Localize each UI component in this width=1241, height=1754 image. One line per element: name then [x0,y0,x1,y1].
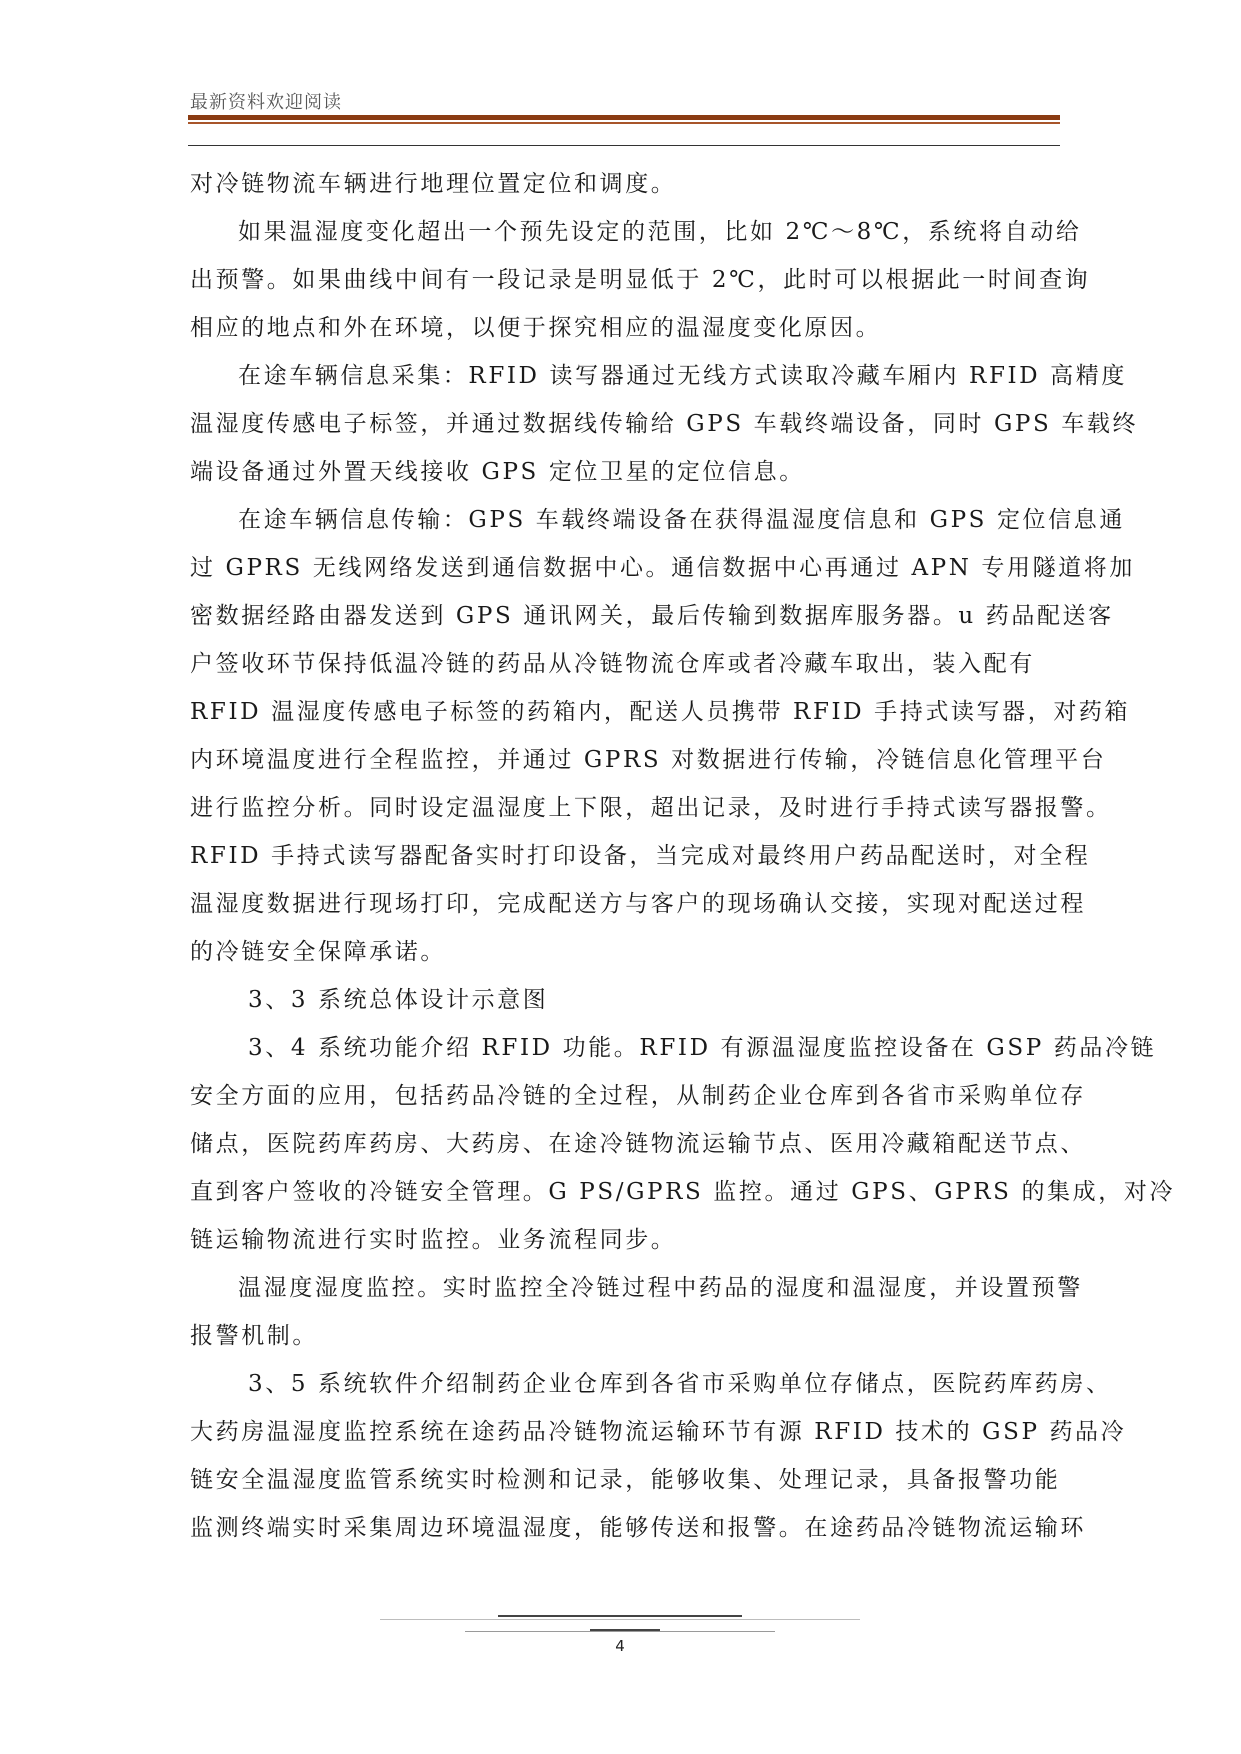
text-line: 储点，医院药库药房、大药房、在途冷链物流运输节点、医用冷藏箱配送节点、 [190,1131,1086,1157]
text-line: 密数据经路由器发送到 GPS 通讯网关，最后传输到数据库服务器。u 药品配送客 [190,603,1114,629]
text-line: 监测终端实时采集周边环境温湿度，能够传送和报警。在途药品冷链物流运输环 [190,1515,1086,1541]
text-line: 温湿度传感电子标签，并通过数据线传输给 GPS 车载终端设备，同时 GPS 车载终 [190,411,1139,437]
text-line: RFID 手持式读写器配备实时打印设备，当完成对最终用户药品配送时，对全程 [190,843,1091,869]
header-rule-thin [188,145,1060,146]
section-heading: 3、3 系统总体设计示意图 [248,987,549,1013]
text-line: 内环境温度进行全程监控，并通过 GPRS 对数据进行传输，冷链信息化管理平台 [190,747,1107,773]
footer-rule [498,1615,742,1617]
text-line: 链安全温湿度监管系统实时检测和记录，能够收集、处理记录，具备报警功能 [190,1467,1061,1493]
text-line: 在途车辆信息采集：RFID 读写器通过无线方式读取冷藏车厢内 RFID 高精度 [238,363,1127,389]
text-line: RFID 温湿度传感电子标签的药箱内，配送人员携带 RFID 手持式读写器，对药箱 [190,699,1131,725]
footer-rule [590,1629,660,1631]
page-number: 4 [615,1637,625,1655]
text-line: 温湿度湿度监控。实时监控全冷链过程中药品的湿度和温湿度，并设置预警 [238,1275,1083,1301]
text-line: 端设备通过外置天线接收 GPS 定位卫星的定位信息。 [190,459,805,485]
text-line: 安全方面的应用，包括药品冷链的全过程，从制药企业仓库到各省市采购单位存 [190,1083,1086,1109]
header-rule-thick [188,115,1060,120]
text-line: 在途车辆信息传输：GPS 车载终端设备在获得温湿度信息和 GPS 定位信息通 [238,507,1125,533]
running-header: 最新资料欢迎阅读 [190,92,342,113]
text-line: 进行监控分析。同时设定温湿度上下限，超出记录，及时进行手持式读写器报警。 [190,795,1112,821]
text-line: 出预警。如果曲线中间有一段记录是明显低于 2℃，此时可以根据此一时间查询 [190,267,1091,293]
document-body [190,160,1176,1552]
text-line: 户签收环节保持低温冷链的药品从冷链物流仓库或者冷藏车取出，装入配有 [190,651,1035,677]
text-line: 报警机制。 [190,1323,318,1349]
text-line: 3、4 系统功能介绍 RFID 功能。RFID 有源温湿度监控设备在 GSP 药品冷链 [248,1035,1157,1061]
text-line: 链运输物流进行实时监控。业务流程同步。 [190,1227,677,1253]
footer-rule [380,1619,860,1620]
text-line: 对冷链物流车辆进行地理位置定位和调度。 [190,171,677,197]
text-line: 3、5 系统软件介绍制药企业仓库到各省市采购单位存储点，医院药库药房、 [248,1371,1112,1397]
text-line: 过 GPRS 无线网络发送到通信数据中心。通信数据中心再通过 APN 专用隧道将加 [190,555,1135,581]
text-line: 直到客户签收的冷链安全管理。G PS/GPRS 监控。通过 GPS、GPRS 的集成，对冷 [190,1179,1176,1205]
text-line: 相应的地点和外在环境，以便于探究相应的温湿度变化原因。 [190,315,882,341]
text-line: 如果温湿度变化超出一个预先设定的范围，比如 2℃～8℃，系统将自动给 [238,219,1082,245]
footer-rule [465,1631,775,1632]
text-line: 的冷链安全保障承诺。 [190,939,446,965]
header-rule-mid [188,122,1060,124]
text-line: 温湿度数据进行现场打印，完成配送方与客户的现场确认交接，实现对配送过程 [190,891,1086,917]
text-line: 大药房温湿度监控系统在途药品冷链物流运输环节有源 RFID 技术的 GSP 药品冷 [190,1419,1127,1445]
